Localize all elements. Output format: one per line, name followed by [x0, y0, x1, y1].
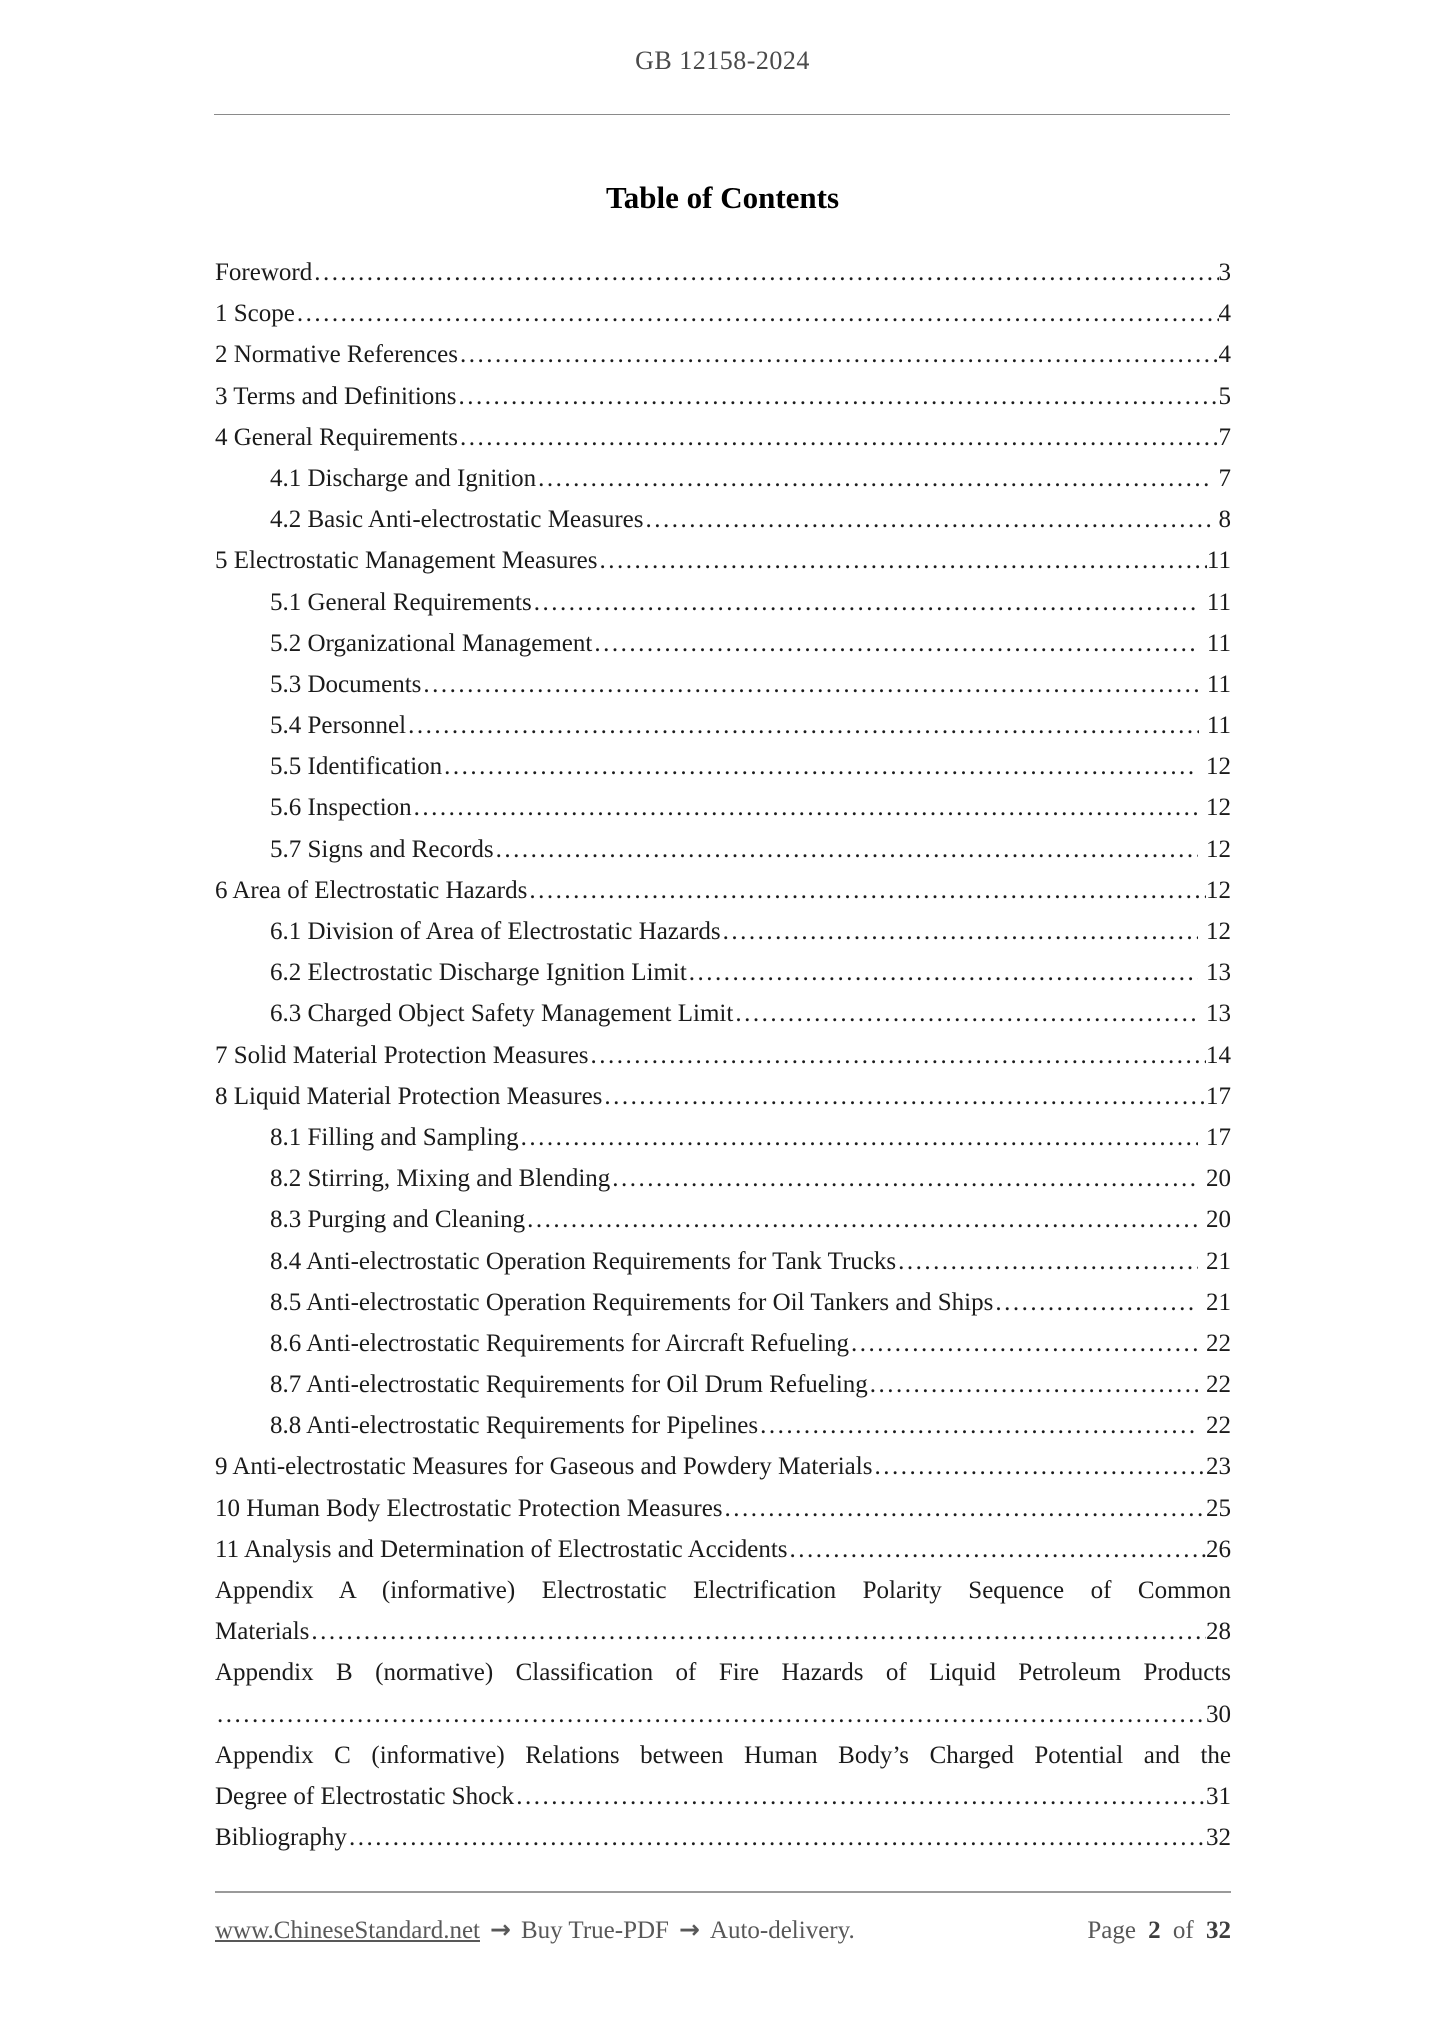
dot-leader	[851, 1323, 1198, 1364]
toc-entry	[215, 746, 1231, 787]
toc-entry-label: 10 Human Body Electrostatic Protection Measures	[215, 1494, 723, 1522]
dot-leader	[689, 952, 1198, 993]
toc-entry-label: 2 Normative References	[215, 341, 458, 369]
toc-entry-page: 4	[1218, 341, 1231, 369]
page-current: 2	[1148, 1917, 1161, 1944]
toc-entry	[215, 376, 1231, 417]
dot-leader	[408, 705, 1199, 746]
page-footer	[215, 1915, 1231, 1945]
page-label: Page	[1087, 1917, 1136, 1944]
toc-entry	[215, 334, 1231, 375]
toc-entry	[215, 540, 1231, 581]
dot-leader	[646, 499, 1211, 540]
toc-entry-label: Appendix A (informative) Electrostatic Electrification Polarity Sequence of Common	[215, 1577, 1231, 1604]
toc-entry	[215, 1817, 1231, 1858]
dot-leader	[496, 829, 1198, 870]
dot-leader	[414, 787, 1198, 828]
toc-entry-page: 4	[1218, 300, 1231, 328]
dot-leader	[444, 746, 1198, 787]
toc-entry-page: 22	[1206, 1329, 1231, 1357]
toc-entry-label: 5.2 Organizational Management	[270, 629, 593, 657]
toc-entry	[215, 1117, 1231, 1158]
dot-leader	[423, 664, 1199, 705]
of-label: of	[1172, 1917, 1194, 1944]
dot-leader	[297, 293, 1219, 334]
toc-entry-label: 6.3 Charged Object Safety Management Limit	[270, 1000, 734, 1028]
toc-entry	[215, 1035, 1231, 1076]
toc-entry-page: 20	[1206, 1206, 1231, 1234]
toc-entry	[215, 1570, 1231, 1611]
toc-entry-page: 21	[1206, 1288, 1231, 1316]
toc-entry-page: 8	[1218, 506, 1231, 534]
toc-entry	[215, 1241, 1231, 1282]
toc-entry-page: 13	[1206, 1000, 1231, 1028]
toc-entry-page: 12	[1206, 876, 1231, 904]
header-rule	[214, 114, 1230, 115]
dot-leader	[311, 1611, 1206, 1652]
toc-entry	[215, 829, 1231, 870]
dot-leader	[898, 1241, 1198, 1282]
footer-delivery-label: Auto-delivery.	[709, 1917, 855, 1944]
toc-entry-page: 7	[1218, 464, 1231, 492]
footer-buy-label: Buy True-PDF	[520, 1917, 669, 1944]
toc-entry	[215, 787, 1231, 828]
toc-entry-page: 12	[1206, 794, 1231, 822]
toc-entry-page: 11	[1206, 712, 1231, 740]
toc-entry-page: 14	[1206, 1041, 1231, 1069]
toc-entry-label: 8.1 Filling and Sampling	[270, 1123, 519, 1151]
toc-entry-label: 8 Liquid Material Protection Measures	[215, 1082, 603, 1110]
dot-leader	[870, 1364, 1198, 1405]
toc-entry	[215, 870, 1231, 911]
toc-entry-page: 11	[1206, 670, 1231, 698]
page-total: 32	[1206, 1917, 1231, 1944]
arrow-icon: →	[678, 1915, 700, 1944]
dot-leader	[594, 623, 1199, 664]
toc-entry-page: 12	[1206, 753, 1231, 781]
dot-leader	[529, 870, 1206, 911]
toc-entry-page: 31	[1206, 1782, 1231, 1810]
toc-entry-page: 12	[1206, 918, 1231, 945]
dot-leader	[460, 417, 1219, 458]
toc-entry-label: Degree of Electrostatic Shock	[215, 1782, 515, 1810]
toc-entry-label: 1 Scope	[215, 300, 295, 328]
dot-leader	[459, 376, 1219, 417]
toc-entry-label: Appendix B (normative) Classification of Fire Hazards of Liquid Petroleum Products	[215, 1659, 1231, 1687]
dot-leader	[521, 1117, 1198, 1158]
footer-left	[215, 1915, 855, 1945]
toc-entry	[215, 252, 1231, 293]
toc-entry-label: 5 Electrostatic Management Measures	[215, 547, 598, 575]
toc-entry-label: 5.6 Inspection	[270, 794, 412, 822]
toc-entry	[215, 1364, 1231, 1405]
toc-list	[215, 252, 1231, 1858]
dot-leader	[460, 334, 1219, 375]
toc-entry-page: 30	[1206, 1700, 1231, 1728]
toc-entry-label: 8.2 Stirring, Mixing and Blending	[270, 1165, 611, 1193]
toc-entry-label: 5.4 Personnel	[270, 712, 407, 740]
toc-entry-label: 7 Solid Material Protection Measures	[215, 1041, 589, 1069]
toc-entry	[215, 664, 1231, 705]
toc-entry-page: 23	[1206, 1453, 1231, 1481]
site-link[interactable]: www.ChineseStandard.net	[215, 1917, 480, 1944]
toc-entry-label: 11 Analysis and Determination of Electrostatic Accidents	[215, 1535, 788, 1563]
dot-leader	[516, 1776, 1206, 1817]
toc-entry	[215, 1158, 1231, 1199]
dot-leader	[735, 993, 1198, 1034]
toc-entry	[215, 1776, 1231, 1817]
dot-leader	[349, 1817, 1206, 1858]
toc-entry-page: 17	[1206, 1123, 1231, 1151]
arrow-icon: →	[490, 1915, 511, 1944]
dot-leader	[723, 911, 1198, 952]
toc-entry-page: 17	[1206, 1082, 1231, 1110]
toc-entry	[215, 1652, 1231, 1693]
toc-entry	[215, 1446, 1231, 1487]
toc-entry-label: 8.5 Anti-electrostatic Operation Requirements for Oil Tankers and Ships	[270, 1288, 994, 1316]
toc-entry	[215, 293, 1231, 334]
dot-leader	[725, 1488, 1206, 1529]
dot-leader	[591, 1035, 1206, 1076]
toc-entry-page: 25	[1206, 1494, 1231, 1522]
toc-entry	[215, 1735, 1231, 1776]
dot-leader	[790, 1529, 1206, 1570]
toc-entry-page: 11	[1206, 629, 1231, 657]
toc-entry	[215, 952, 1231, 993]
toc-entry-label: 4.1 Discharge and Ignition	[270, 464, 537, 492]
toc-entry-page: 3	[1218, 259, 1231, 286]
toc-entry	[215, 1199, 1231, 1240]
toc-entry-label: 9 Anti-electrostatic Measures for Gaseous and Powdery Materials	[215, 1453, 873, 1481]
toc-entry-label: 6.1 Division of Area of Electrostatic Hazards	[270, 918, 721, 945]
toc-entry	[215, 417, 1231, 458]
toc-entry-label: Appendix C (informative) Relations between Human Body’s Charged Potential and the	[215, 1741, 1231, 1769]
footer-rule	[215, 1891, 1231, 1893]
page-indicator	[1081, 1917, 1231, 1945]
toc-entry-page: 26	[1206, 1535, 1231, 1563]
toc-entry-page: 28	[1206, 1618, 1231, 1646]
toc-entry	[215, 1611, 1231, 1652]
toc-entry-label: 8.8 Anti-electrostatic Requirements for Pipelines	[270, 1412, 759, 1440]
toc-entry-label: 5.5 Identification	[270, 753, 443, 781]
toc-entry	[215, 1694, 1231, 1735]
toc-entry	[215, 1488, 1231, 1529]
toc-entry-label: 8.3 Purging and Cleaning	[270, 1206, 526, 1234]
toc-entry	[215, 582, 1231, 623]
toc-entry-page: 22	[1206, 1412, 1231, 1440]
toc-entry-label: Materials	[215, 1618, 310, 1646]
toc-entry	[215, 1076, 1231, 1117]
dot-leader	[760, 1405, 1198, 1446]
toc-entry	[215, 705, 1231, 746]
dot-leader	[217, 1694, 1206, 1735]
dot-leader	[538, 458, 1210, 499]
toc-entry-label: 8.6 Anti-electrostatic Requirements for Aircraft Refueling	[270, 1329, 849, 1357]
toc-entry-page: 12	[1206, 835, 1231, 863]
toc-entry-label: 6 Area of Electrostatic Hazards	[215, 876, 528, 904]
dot-leader	[612, 1158, 1198, 1199]
toc-entry-label: 5.3 Documents	[270, 670, 422, 698]
toc-entry-page: 13	[1206, 959, 1231, 987]
dot-leader	[527, 1199, 1198, 1240]
toc-entry	[215, 458, 1231, 499]
doc-number: GB 12158-2024	[635, 46, 810, 75]
toc-title: Table of Contents	[605, 180, 840, 215]
toc-entry-page: 32	[1206, 1824, 1231, 1852]
toc-entry	[215, 623, 1231, 664]
toc-entry-page: 21	[1206, 1247, 1231, 1275]
dot-leader	[874, 1446, 1206, 1487]
toc-entry-page: 7	[1218, 423, 1231, 451]
toc-entry	[215, 911, 1231, 952]
toc-entry-label: Foreword	[215, 259, 313, 286]
toc-entry	[215, 1529, 1231, 1570]
dot-leader	[314, 252, 1218, 293]
toc-entry-label: 3 Terms and Definitions	[215, 382, 457, 410]
toc-entry-label: 5.7 Signs and Records	[270, 835, 494, 863]
toc-entry-page: 11	[1206, 588, 1231, 616]
toc-entry	[215, 1282, 1231, 1323]
toc-entry-page: 5	[1218, 382, 1231, 410]
toc-entry-label: 6.2 Electrostatic Discharge Ignition Limit	[270, 959, 687, 987]
toc-entry	[215, 1323, 1231, 1364]
toc-entry	[215, 1405, 1231, 1446]
toc-entry	[215, 993, 1231, 1034]
dot-leader	[534, 582, 1199, 623]
toc-entry-page: 20	[1206, 1165, 1231, 1193]
dot-leader	[995, 1282, 1198, 1323]
toc-entry-label: 8.4 Anti-electrostatic Operation Requirements for Tank Trucks	[270, 1247, 897, 1275]
toc-entry-label: Bibliography	[215, 1824, 347, 1852]
toc-entry	[215, 499, 1231, 540]
toc-entry-page: 11	[1206, 547, 1231, 575]
toc-entry-label: 5.1 General Requirements	[270, 588, 532, 616]
dot-leader	[600, 540, 1207, 581]
toc-entry-page: 22	[1206, 1371, 1231, 1399]
toc-entry-label: 4 General Requirements	[215, 423, 458, 451]
dot-leader	[604, 1076, 1206, 1117]
toc-entry-label: 4.2 Basic Anti-electrostatic Measures	[270, 506, 644, 534]
toc-entry-label: 8.7 Anti-electrostatic Requirements for Oil Drum Refueling	[270, 1371, 868, 1399]
